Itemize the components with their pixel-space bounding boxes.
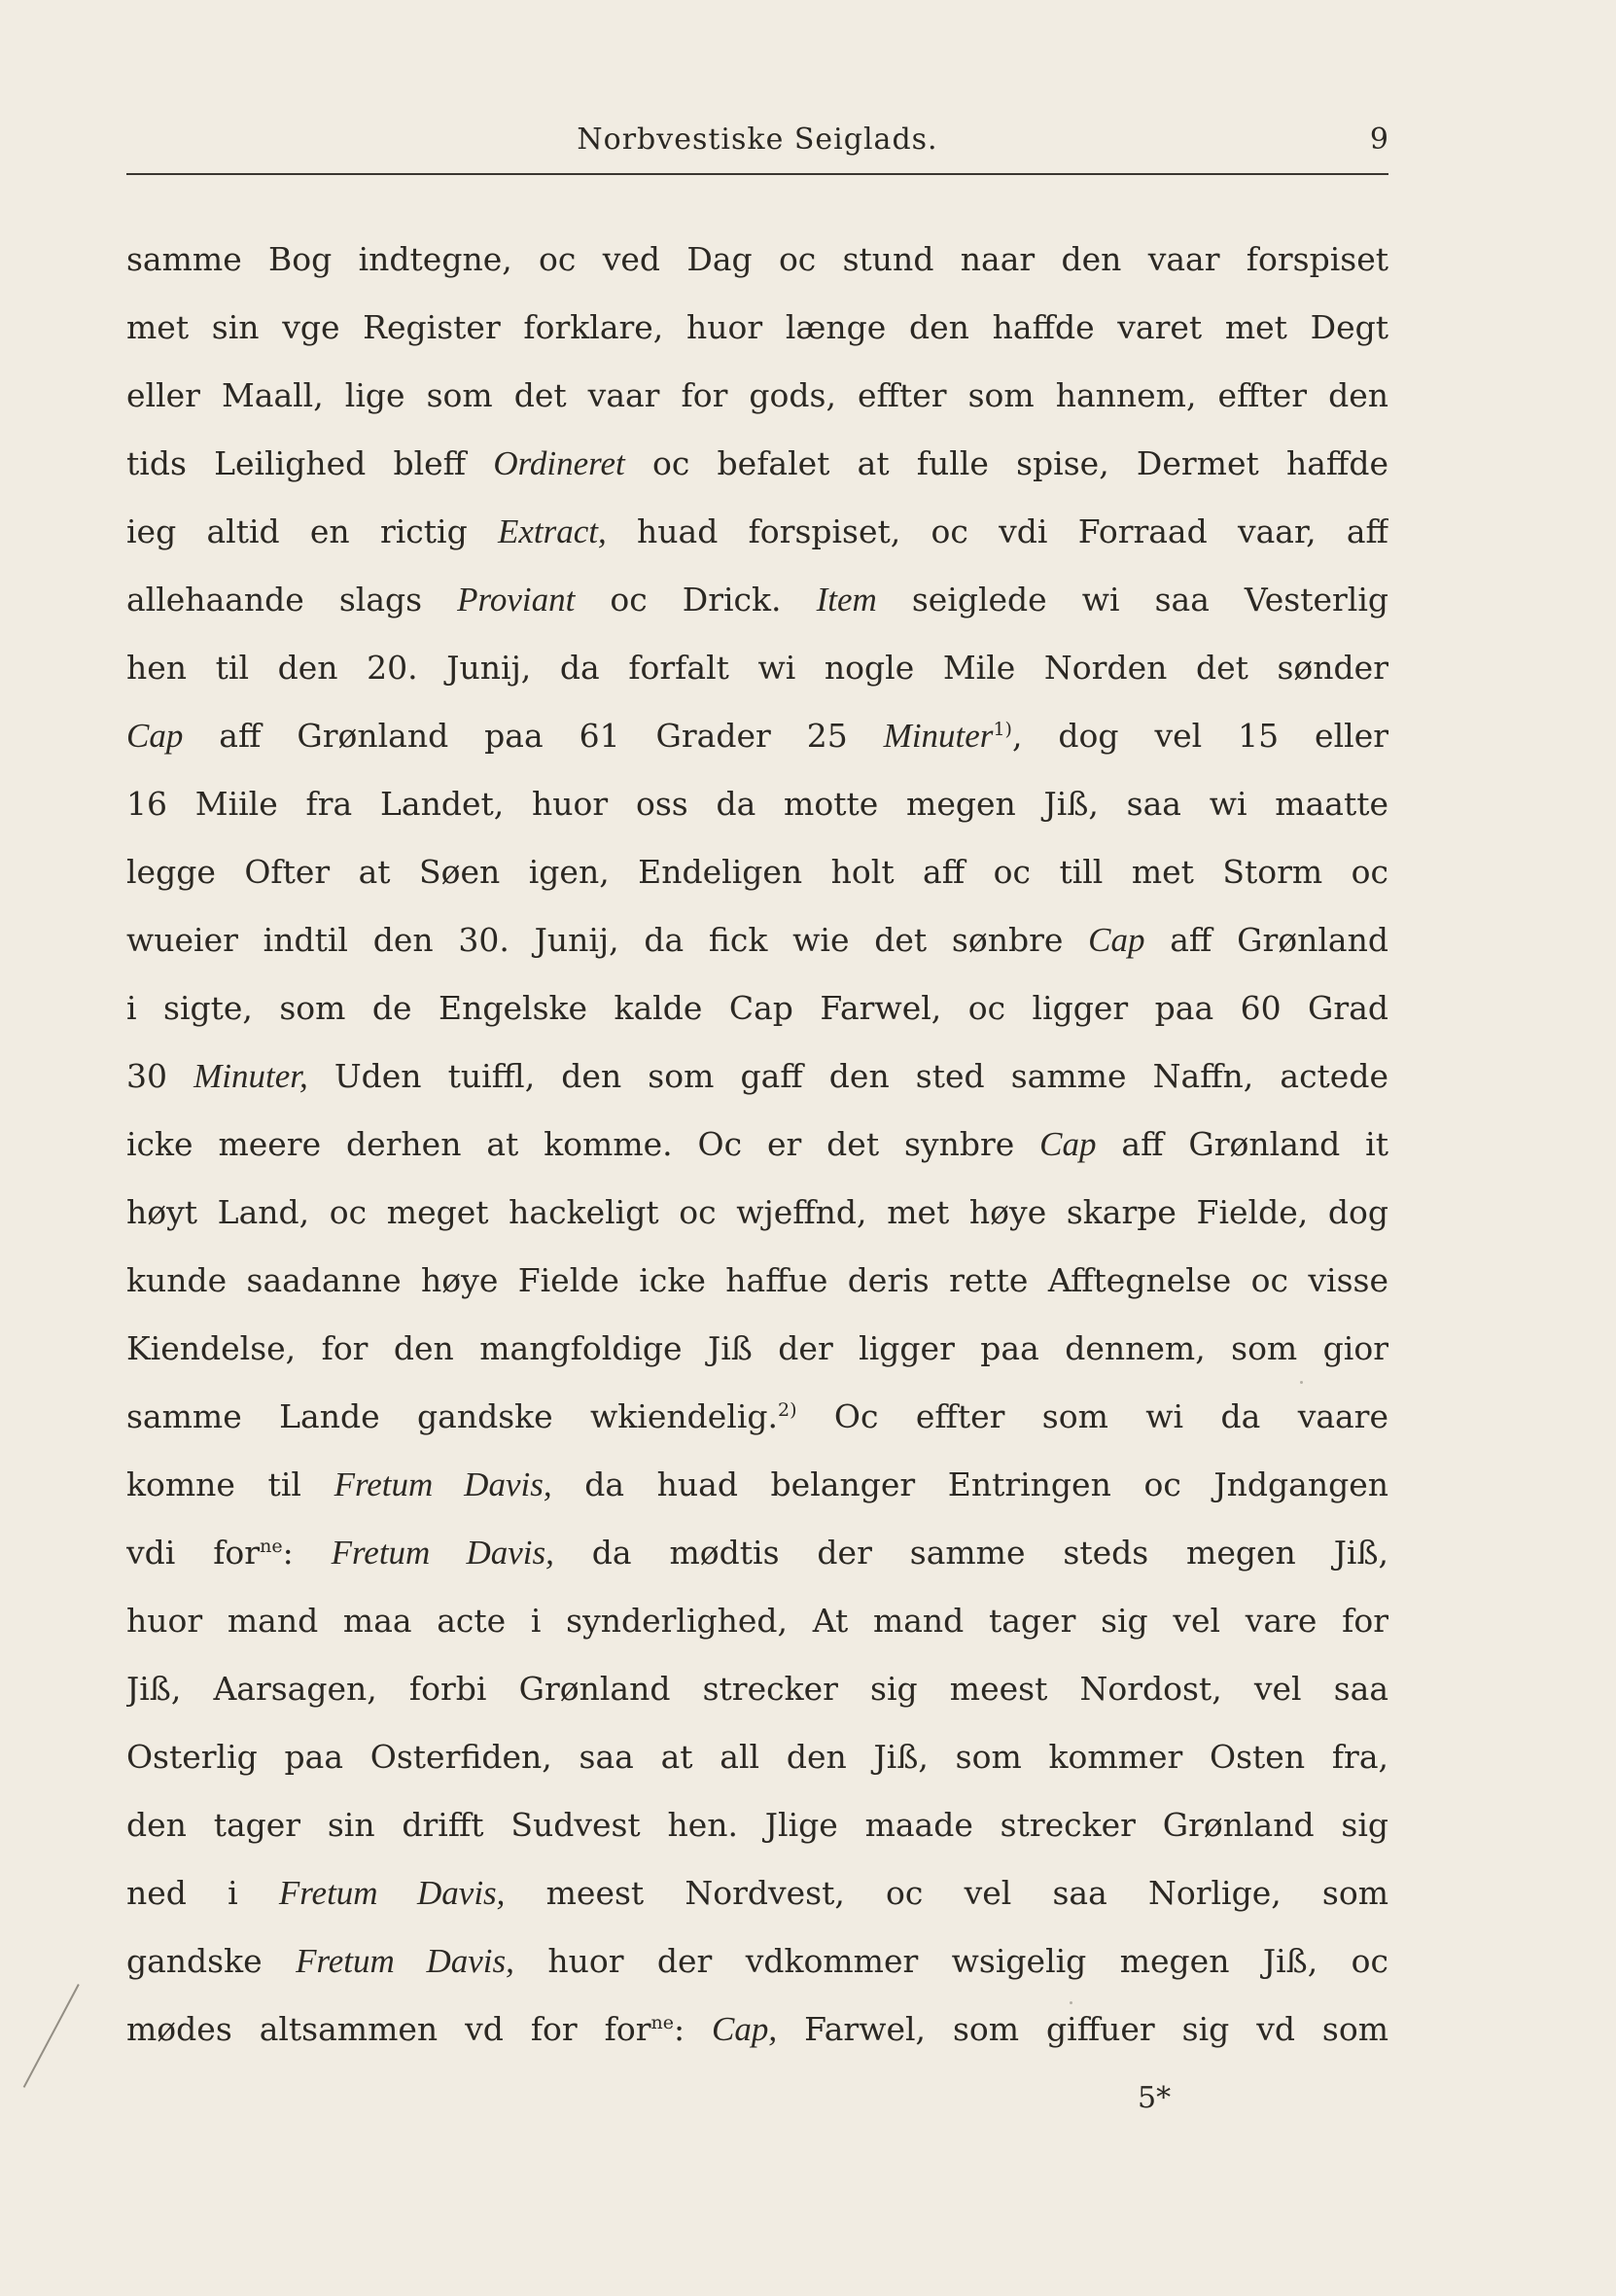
- paper-speck: [1300, 1381, 1303, 1384]
- text-run: met sin vge Register forklare, huor længe den haffde varet met Degt: [126, 308, 1388, 346]
- text-run: aff Grønland it: [1096, 1125, 1388, 1163]
- printer-signature: 5*: [1138, 2081, 1172, 2115]
- superscript-mark: ne: [260, 1536, 283, 1557]
- text-run: ieg altid en rictig: [126, 512, 498, 550]
- text-run: Kiendelse, for den mangfoldige Jiß der ligger paa dennem, som gior: [126, 1329, 1388, 1367]
- italic-term: Cap: [1088, 921, 1145, 959]
- text-line: [126, 226, 1388, 294]
- text-line: [126, 430, 1388, 498]
- text-run: , dog vel 15 eller: [1011, 717, 1388, 755]
- text-run: Osterlig paa Osterfiden, saa at all den Jiß, som kommer Osten fra,: [126, 1738, 1388, 1776]
- text-line: [126, 702, 1388, 770]
- text-run: vdi for: [126, 1534, 261, 1572]
- text-run: Oc effter som wi da vaare: [796, 1397, 1388, 1435]
- text-run: hen til den 20. Junij, da forfalt wi nogle Mile Norden det sønder: [126, 649, 1388, 687]
- page-number: 9: [1369, 123, 1388, 157]
- text-run: aff Grønland: [1144, 921, 1388, 959]
- text-run: eller Maall, lige som det vaar for gods, effter som hannem, effter den: [126, 376, 1388, 414]
- text-run: 16 Miile fra Landet, huor oss da motte megen Jiß, saa wi maatte: [126, 785, 1388, 823]
- superscript-mark: 2): [778, 1399, 797, 1421]
- italic-term: Ordineret: [493, 444, 625, 482]
- text-run: samme Bog indtegne, oc ved Dag oc stund naar den vaar forspiset: [126, 240, 1388, 278]
- text-run: wueier indtil den 30. Junij, da fick wie det sønbre: [126, 921, 1089, 959]
- italic-term: Minuter,: [193, 1057, 308, 1095]
- text-run: icke meere derhen at komme. Oc er det synbre: [126, 1125, 1040, 1163]
- text-run: da huad belanger Entringen oc Jndgangen: [551, 1466, 1388, 1503]
- text-line: [126, 294, 1388, 362]
- text-run: kunde saadanne høye Fielde icke haffue deris rette Afftegnelse oc visse: [126, 1261, 1388, 1299]
- text-line: [126, 1723, 1388, 1791]
- text-line: [126, 1791, 1388, 1859]
- italic-term: Minuter: [883, 717, 994, 755]
- text-run: meest Nordvest, oc vel saa Norlige, som: [505, 1874, 1388, 1912]
- text-run: huad forspiset, oc vdi Forraad vaar, aff: [606, 512, 1388, 550]
- italic-term: Cap,: [712, 2010, 778, 2048]
- text-run: seiglede wi saa Vesterlig: [876, 581, 1388, 618]
- superscript-mark: 1): [993, 719, 1012, 740]
- text-run: Farwel, som giffuer sig vd som: [777, 2010, 1388, 2048]
- text-line: [126, 1859, 1388, 1927]
- text-run: huor mand maa acte i synderlighed, At mand tager sig vel vare for: [126, 1602, 1388, 1640]
- text-run: komne til: [126, 1466, 334, 1503]
- body-text: [126, 226, 1388, 2064]
- text-line: [126, 1042, 1388, 1111]
- italic-term: Fretum Davis,: [331, 1534, 554, 1572]
- text-run: tids Leilighed bleff: [126, 444, 494, 482]
- text-run: allehaande slags: [126, 581, 458, 618]
- text-run: Jiß, Aarsagen, forbi Grønland strecker sig meest Nordost, vel saa: [126, 1670, 1388, 1708]
- text-line: [126, 1383, 1388, 1451]
- text-line: [126, 906, 1388, 974]
- text-line: [126, 974, 1388, 1042]
- text-line: [126, 1179, 1388, 1247]
- italic-term: Cap: [1039, 1125, 1097, 1163]
- text-run: huor der vdkommer wsigelig megen Jiß, oc: [513, 1942, 1388, 1980]
- text-run: gandske: [126, 1942, 297, 1980]
- italic-term: Item: [816, 581, 877, 618]
- text-run: legge Ofter at Søen igen, Endeligen holt aff oc till met Storm oc: [126, 853, 1388, 891]
- running-title: Norbvestiske Seiglads.: [577, 123, 938, 157]
- text-run: høyt Land, oc meget hackeligt oc wjeffnd, met høye skarpe Fielde, dog: [126, 1193, 1388, 1231]
- superscript-mark: ne: [650, 2012, 674, 2033]
- text-run: oc befalet at fulle spise, Dermet haffde: [624, 444, 1388, 482]
- text-line: [126, 770, 1388, 838]
- text-line: [126, 1111, 1388, 1179]
- header-rule: [126, 173, 1388, 175]
- text-line: [126, 1996, 1388, 2064]
- text-line: [126, 1927, 1388, 1996]
- text-run: samme Lande gandske wkiendelig.: [126, 1397, 779, 1435]
- text-run: 30: [126, 1057, 194, 1095]
- italic-term: Fretum Davis,: [296, 1942, 514, 1980]
- paper-speck: [1070, 2001, 1072, 2004]
- text-run: oc Drick.: [575, 581, 817, 618]
- text-run: :: [673, 2010, 713, 2048]
- text-run: ned i: [126, 1874, 279, 1912]
- text-line: [126, 1655, 1388, 1723]
- italic-term: Fretum Davis,: [334, 1466, 552, 1503]
- text-line: [126, 838, 1388, 906]
- text-run: Uden tuiffl, den som gaff den sted samme Naffn, actede: [307, 1057, 1388, 1095]
- text-line: [126, 1587, 1388, 1655]
- text-line: [126, 498, 1388, 566]
- text-run: den tager sin drifft Sudvest hen. Jlige maade strecker Grønland sig: [126, 1806, 1388, 1844]
- text-run: aff Grønland paa 61 Grader 25: [183, 717, 884, 755]
- italic-term: Fretum Davis,: [278, 1874, 506, 1912]
- text-run: i sigte, som de Engelske kalde Cap Farwel, oc ligger paa 60 Grad: [126, 989, 1388, 1027]
- italic-term: Proviant: [457, 581, 576, 618]
- text-line: [126, 1247, 1388, 1315]
- text-line: [126, 362, 1388, 430]
- text-line: [126, 1519, 1388, 1587]
- text-line: [126, 634, 1388, 702]
- page-header: [126, 109, 1388, 167]
- text-line: [126, 1451, 1388, 1519]
- text-line: [126, 566, 1388, 634]
- italic-term: Extract,: [497, 512, 607, 550]
- margin-pencil-stroke: [23, 1984, 80, 2088]
- text-line: [126, 1315, 1388, 1383]
- text-run: mødes altsammen vd for for: [126, 2010, 651, 2048]
- text-run: :: [282, 1534, 332, 1572]
- italic-term: Cap: [126, 717, 184, 755]
- text-run: da mødtis der samme steds megen Jiß,: [553, 1534, 1388, 1572]
